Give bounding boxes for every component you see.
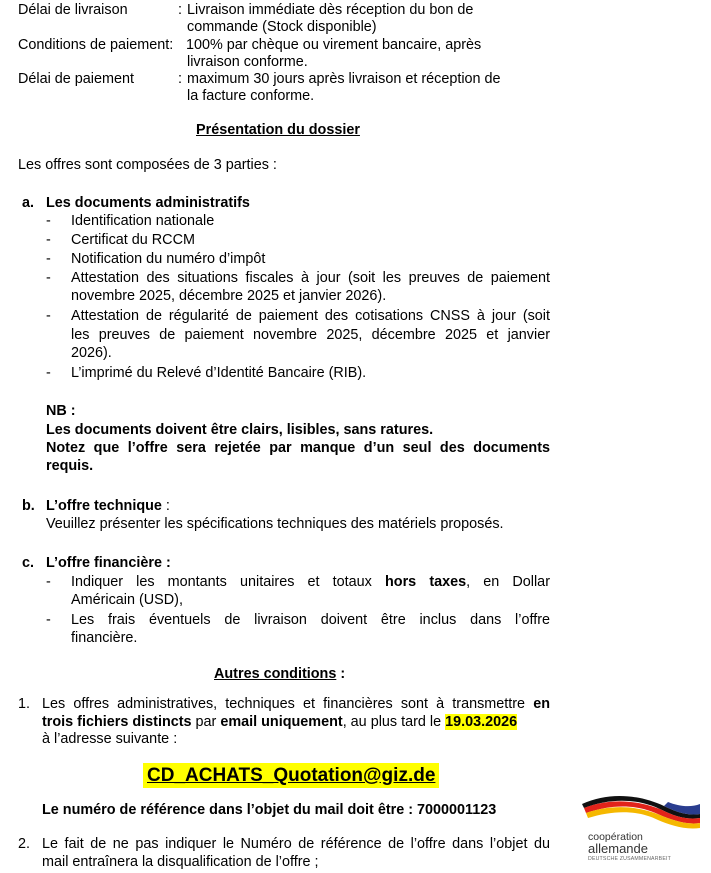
section-b-title: L’offre technique: [46, 498, 162, 514]
list-dash: -: [46, 365, 51, 381]
condition-bold: trois fichiers distincts: [42, 714, 192, 730]
term-label-delivery: Délai de livraison: [18, 2, 128, 18]
presentation-intro: Les offres sont composées de 3 parties :: [18, 157, 277, 173]
section-b-title-row: [46, 498, 170, 515]
list-dash: -: [46, 251, 51, 267]
cooperation-allemande-logo: [568, 790, 702, 867]
list-item-bold: hors taxes: [385, 574, 467, 590]
nb-label: NB :: [46, 403, 76, 419]
nb-line: Les documents doivent être clairs, lisibles, sans ratures.: [46, 422, 434, 438]
list-item: Attestation de régularité de paiement des cotisations CNSS à jour (soit: [71, 308, 550, 324]
nb-line: requis.: [46, 458, 94, 474]
deadline-date: 19.03.2026: [445, 714, 518, 730]
condition-2-marker: 2.: [18, 836, 31, 852]
term-value-payment-conditions-line2: livraison conforme.: [187, 54, 308, 70]
condition-1-line1: [42, 696, 550, 713]
reference-number-line: Le numéro de référence dans l’objet du mail doit être : 7000001123: [42, 802, 497, 818]
list-item: Identification nationale: [71, 213, 215, 229]
list-item-text: , en Dollar: [466, 574, 550, 590]
term-colon: :: [178, 71, 182, 87]
logo-text-allemande: allemande: [588, 841, 648, 856]
list-item: [71, 574, 550, 591]
condition-text: par: [191, 714, 221, 730]
logo-text-deutsche: DEUTSCHE ZUSAMMENARBEIT: [588, 856, 671, 862]
term-colon: :: [178, 2, 182, 18]
list-item-continuation: financière.: [71, 630, 138, 646]
section-c-title: L’offre financière :: [46, 555, 171, 571]
list-dash: -: [46, 213, 51, 229]
section-a-title: Les documents administratifs: [46, 195, 250, 211]
section-heading-conditions: Autres conditions: [214, 666, 337, 682]
condition-bold: en: [533, 696, 550, 712]
german-flag-swoosh-icon: [568, 790, 702, 832]
section-heading-colon: :: [336, 666, 346, 682]
list-dash: -: [46, 270, 51, 286]
condition-2-line2: mail entraînera la disqualification de l’offre ;: [42, 854, 319, 870]
list-item: Attestation des situations fiscales à jour (soit les preuves de paiement: [71, 270, 550, 286]
term-value-payment-conditions-line1: 100% par chèque ou virement bancaire, après: [186, 37, 482, 53]
term-label-payment-conditions: Conditions de paiement:: [18, 37, 174, 53]
term-value-payment-delay-line1: maximum 30 jours après livraison et réception de: [187, 71, 501, 87]
list-item: L’imprimé du Relevé d’Identité Bancaire (RIB).: [71, 365, 367, 381]
term-value-delivery-line1: Livraison immédiate dès réception du bon de: [187, 2, 474, 18]
list-item-continuation: Américain (USD),: [71, 592, 183, 608]
list-item: Les frais éventuels de livraison doivent être inclus dans l’offre: [71, 612, 550, 628]
logo-text-cooperation: coopération: [588, 831, 643, 843]
condition-text: Les offres administratives, techniques et financières sont à transmettre: [42, 696, 526, 712]
section-b-colon: :: [161, 498, 170, 514]
submission-email-link[interactable]: CD_ACHATS_Quotation@giz.de: [143, 763, 439, 788]
term-value-payment-delay-line2: la facture conforme.: [187, 88, 315, 104]
term-value-delivery-line2: commande (Stock disponible): [187, 19, 377, 35]
list-dash: -: [46, 308, 51, 324]
list-dash: -: [46, 574, 51, 590]
list-item-continuation: novembre 2025, décembre 2025 et janvier 2026).: [71, 288, 387, 304]
section-a-marker: a.: [22, 195, 35, 211]
list-dash: -: [46, 612, 51, 628]
list-item-continuation: les preuves de paiement novembre 2025, décembre 2025 et janvier: [71, 327, 550, 343]
condition-1-line2: [42, 714, 517, 731]
list-item-continuation: 2026).: [71, 345, 112, 361]
condition-text: , au plus tard le: [342, 714, 446, 730]
list-dash: -: [46, 232, 51, 248]
nb-line: Notez que l’offre sera rejetée par manque d’un seul des documents: [46, 440, 550, 456]
section-b-text: Veuillez présenter les spécifications techniques des matériels proposés.: [46, 516, 504, 532]
section-heading-presentation: Présentation du dossier: [196, 122, 360, 138]
condition-1-marker: 1.: [18, 696, 31, 712]
list-item: Certificat du RCCM: [71, 232, 195, 248]
section-c-marker: c.: [22, 555, 35, 571]
list-item-text: Indiquer les montants unitaires et totaux: [71, 574, 372, 590]
list-item: Notification du numéro d’impôt: [71, 251, 266, 267]
condition-bold: email uniquement: [220, 714, 343, 730]
condition-2-line1: Le fait de ne pas indiquer le Numéro de référence de l’offre dans l’objet du: [42, 836, 550, 852]
condition-1-line3: à l’adresse suivante :: [42, 731, 178, 747]
term-label-payment-delay: Délai de paiement: [18, 71, 134, 87]
section-b-marker: b.: [22, 498, 35, 514]
section-heading-conditions-row: [214, 666, 345, 683]
